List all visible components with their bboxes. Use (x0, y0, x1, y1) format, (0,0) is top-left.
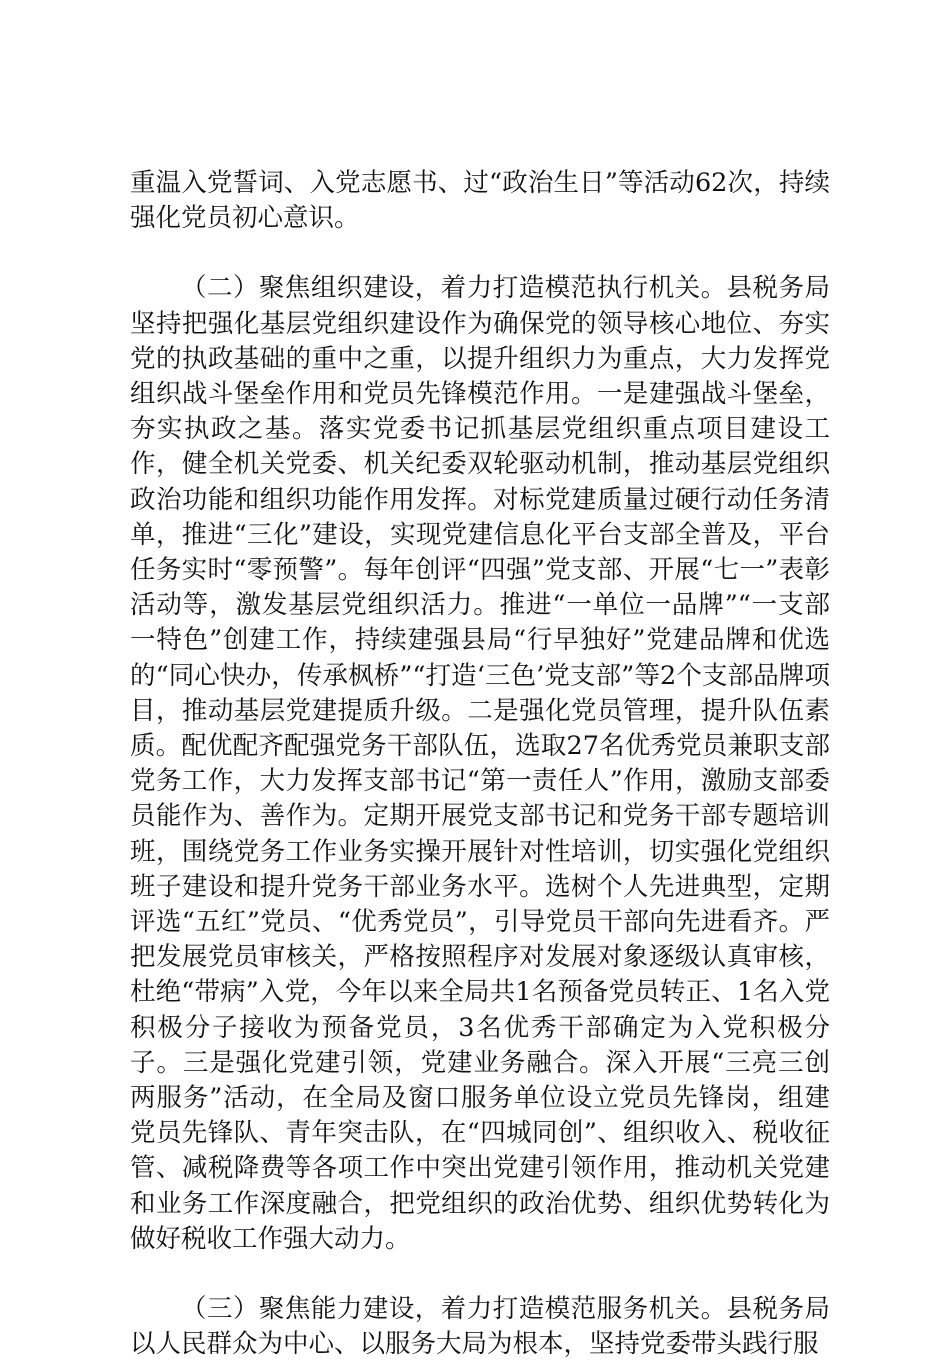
document-body (130, 166, 830, 1363)
paragraph-capability-building: （三）聚焦能力建设，着力打造模范服务机关。县税务局以人民群众为中心、以服务大局为根本，坚持党委带头践行服 (130, 1294, 830, 1360)
paragraph-organization-building: （二）聚焦组织建设，着力打造模范执行机关。县税务局坚持把强化基层党组织建设作为确保党的领导核心地位、夯实党的执政基础的重中之重，以提升组织力为重点，大力发挥党组织战斗堡垒作用和党员先锋模范作用。一是建强战斗堡垒，夯实执政之基。落实党委书记抓基层党组织重点项目建设工作，健全机关党委、机关纪委双轮驱动机制，推动基层党组织政治功能和组织功能作用发挥。对标党建质量过硬行动任务清单，推进“三化”建设，实现党建信息化平台支部全普及，平台任务实时“零预警”。每年创评“四强”党支部、开展“七一”表彰活动等，激发基层党组织活力。推进“一单位一品牌”“一支部一特色”创建工作，持续建强县局“行早独好”党建品牌和优选的“同心快办，传承枫桥”“打造‘三色’党支部”等2个支部品牌项目，推动基层党建提质升级。二是强化党员管理，提升队伍素质。配优配齐配强党务干部队伍，选取27名优秀党员兼职支部党务工作，大力发挥支部书记“第一责任人”作用，激励支部委员能作为、善作为。定期开展党支部书记和党务干部专题培训班，围绕党务工作业务实操开展针对性培训，切实强化党组织班子建设和提升党务干部业务水平。选树个人先进典型，定期评选“五红”党员、“优秀党员”，引导党员干部向先进看齐。严把发展党员审核关，严格按照程序对发展对象逐级认真审核，杜绝“带病”入党，今年以来全局共1名预备党员转正、1名入党积极分子接收为预备党员，3名优秀干部确定为入党积极分子。三是强化党建引领，党建业务融合。深入开展“三亮三创两服务”活动，在全局及窗口服务单位设立党员先锋岗，组建党员先锋队、青年突击队，在“四城同创”、组织收入、税收征管、减税降费等各项工作中突出党建引领作用，推动机关党建和业务工作深度融合，把党组织的政治优势、组织优势转化为做好税收工作强大动力。 (130, 273, 830, 1254)
paragraph-continuation: 重温入党誓词、入党志愿书、过“政治生日”等活动62次，持续强化党员初心意识。 (130, 168, 830, 234)
